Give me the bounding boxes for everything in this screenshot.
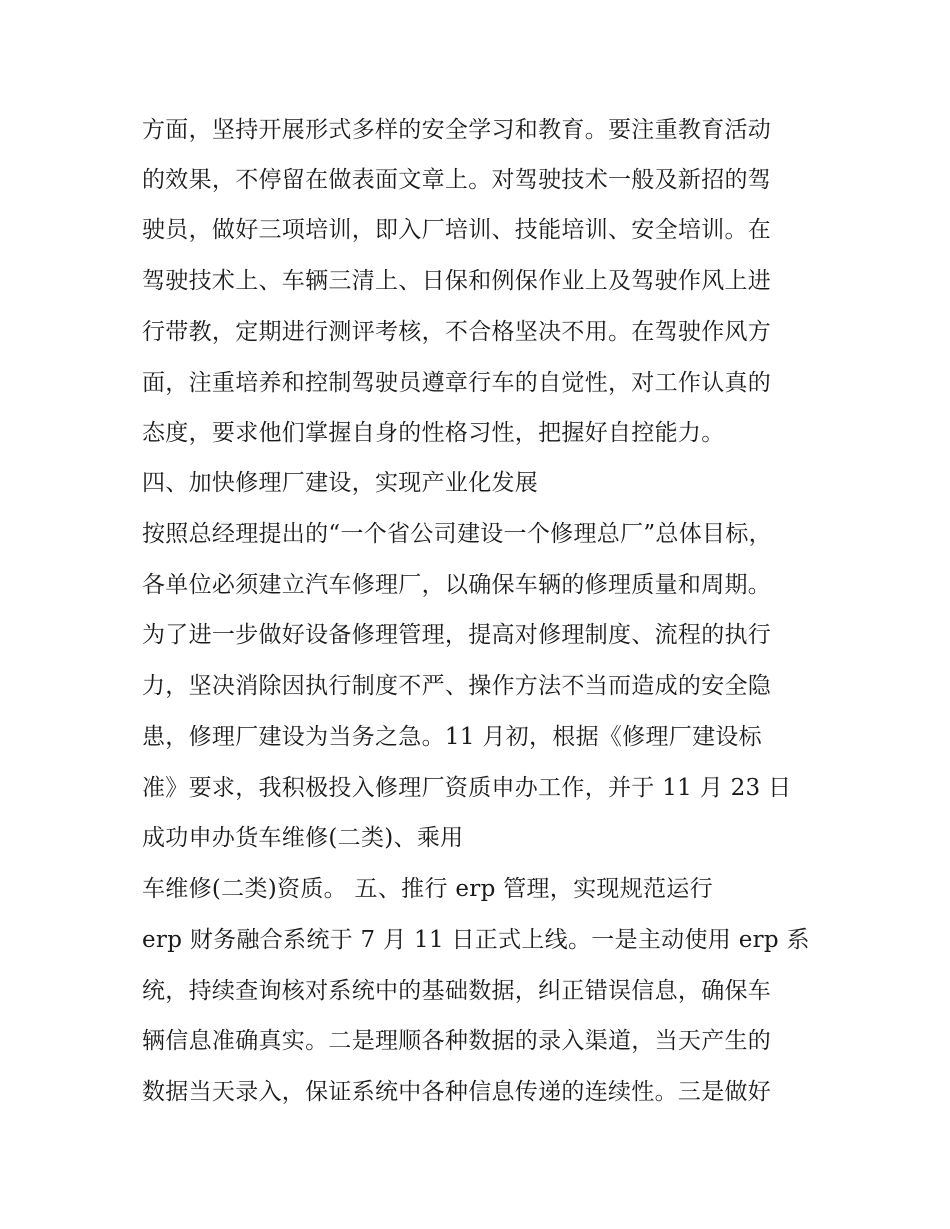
text-line: 的效果，不停留在做表面文章上。对驾驶技术一般及新招的驾 [142,167,772,193]
text-line: 患，修理厂建设为当务之急。11 月初，根据《修理厂建设标 [142,724,762,750]
text-line: 车维修(二类)资质。 五、推行 erp 管理，实现规范运行 [142,876,713,902]
text-line: 驶员，做好三项培训，即入厂培训、技能培训、安全培训。在 [142,217,772,243]
text-line: 准》要求，我积极投入修理厂资质申办工作，并于 11 月 23 日 [142,775,792,801]
text-line: 按照总经理提出的“一个省公司建设一个修理总厂”总体目标， [142,521,772,547]
text-line: 成功申办货车维修(二类)、乘用 [142,825,464,851]
text-line: erp 财务融合系统于 7 月 11 日正式上线。一是主动使用 erp 系 [142,927,810,953]
section-heading: 四、加快修理厂建设，实现产业化发展 [142,470,539,496]
text-line: 各单位必须建立汽车修理厂，以确保车辆的修理质量和周期。 [142,572,772,598]
text-line: 方面，坚持开展形式多样的安全学习和教育。要注重教育活动 [142,117,772,143]
text-line: 为了进一步做好设备修理管理，提高对修理制度、流程的执行 [142,622,772,648]
text-line: 数据当天录入，保证系统中各种信息传递的连续性。三是做好 [142,1079,772,1105]
text-line: 面，注重培养和控制驾驶员遵章行车的自觉性，对工作认真的 [142,370,772,396]
text-line: 态度，要求他们掌握自身的性格习性，把握好自控能力。 [142,420,725,446]
text-line: 力，坚决消除因执行制度不严、操作方法不当而造成的安全隐 [142,673,772,699]
text-line: 统，持续查询核对系统中的基础数据，纠正错误信息，确保车 [142,978,772,1004]
text-line: 行带教，定期进行测评考核，不合格坚决不用。在驾驶作风方 [142,319,772,345]
text-line: 辆信息准确真实。二是理顺各种数据的录入渠道，当天产生的 [142,1028,772,1054]
text-line: 驾驶技术上、车辆三清上、日保和例保作业上及驾驶作风上进 [142,268,772,294]
